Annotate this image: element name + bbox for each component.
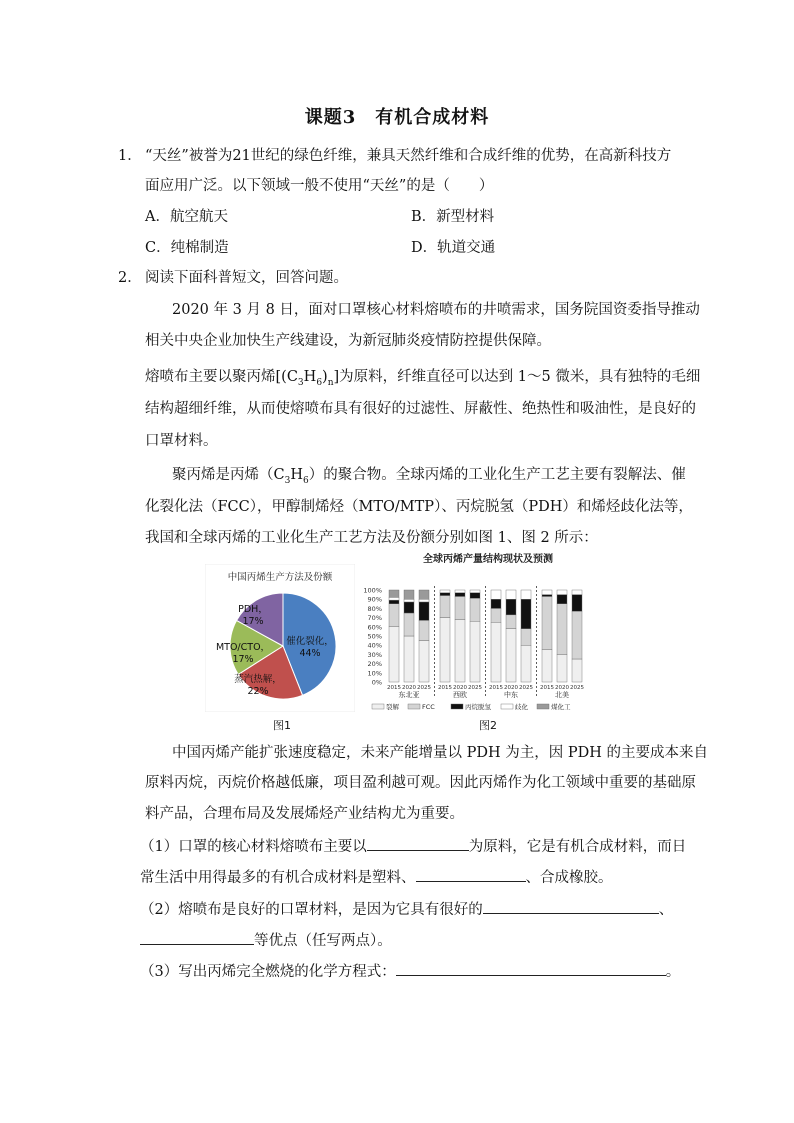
subquestion3-line1: （3）写出丙烯完全燃烧的化学方程式： 。	[140, 961, 680, 982]
x-group-label: 东北亚	[398, 691, 420, 699]
answer-blank-1[interactable]	[367, 836, 469, 851]
bar-segment	[521, 629, 531, 646]
bar-segment	[506, 590, 516, 599]
x-group-label: 中东	[504, 691, 518, 699]
subquestion2-line2: 等优点（任写两点）。	[140, 930, 392, 951]
bar-segment	[404, 599, 414, 602]
bar-segment	[455, 590, 465, 593]
answer-blank-4[interactable]	[140, 930, 254, 945]
pie-slice-label: MTO/CTO，	[215, 642, 271, 653]
bar-segment	[506, 629, 516, 682]
bar-segment	[572, 595, 582, 612]
legend-swatch	[408, 704, 420, 709]
x-year-label: 2020	[555, 685, 569, 691]
pie-slice-value: 44%	[299, 648, 321, 659]
bar-segment	[440, 593, 450, 596]
x-year-label: 2025	[570, 685, 584, 691]
bar-segment	[491, 622, 501, 682]
bar-segment	[542, 595, 552, 597]
bar-segment	[491, 590, 501, 599]
paragraph2-line1: 熔喷布主要以聚丙烯$[(C_3H_6)_n]$为原料，纤维直径可以达到 1～5 微米，具有独特的毛细	[145, 369, 701, 388]
paragraph2-line3: 口罩材料。	[145, 433, 218, 449]
bar-segment	[572, 659, 582, 682]
figure1-title: 中国丙烯生产方法及份额	[227, 572, 333, 583]
answer-blank-5[interactable]	[396, 961, 666, 976]
q1-stem-line1: “天丝”被誉为21世纪的绿色纤维，兼具天然纤维和合成纤维的优势，在高新科技方	[145, 148, 672, 164]
bar-segment	[419, 602, 429, 620]
x-year-label: 2015	[540, 685, 554, 691]
legend-label: FCC	[422, 703, 435, 711]
q2-intro: 阅读下面科普短文，回答问题。	[145, 270, 348, 286]
y-tick-label: 50%	[367, 632, 382, 641]
answer-blank-2[interactable]	[416, 867, 526, 882]
x-year-label: 2020	[402, 685, 416, 691]
pie-slice-value: 22%	[247, 686, 269, 697]
bar-segment	[506, 599, 516, 615]
bar-segment	[389, 604, 399, 627]
bar-segment	[389, 600, 399, 604]
legend-label: 煤化工	[551, 703, 571, 711]
bar-segment	[404, 602, 414, 613]
legend-label: 歧化	[515, 703, 528, 711]
legend-swatch	[537, 704, 549, 709]
bar-segment	[491, 608, 501, 622]
bar-segment	[557, 604, 567, 655]
y-tick-label: 40%	[367, 641, 382, 650]
legend-swatch	[451, 704, 463, 709]
bar-segment	[455, 593, 465, 597]
page-title: 课题3 有机合成材料	[304, 107, 490, 128]
x-group-label: 西欧	[453, 691, 467, 699]
bar-segment	[419, 641, 429, 682]
pie-slice-label: 蒸汽热解，	[234, 674, 282, 685]
bar-segment	[521, 599, 531, 628]
bar-segment	[440, 590, 450, 593]
pie-slice-value: 17%	[242, 616, 264, 627]
legend-label: 丙烷脱氢	[465, 703, 491, 711]
bar-segment	[491, 599, 501, 608]
y-tick-label: 70%	[367, 614, 382, 623]
bar-segment	[506, 615, 516, 629]
q1-option-a[interactable]: A．航空航天	[145, 209, 228, 225]
figure1-pie-chart	[205, 564, 355, 712]
y-tick-label: 10%	[367, 669, 382, 678]
paragraph2-line2: 结构超细纤维，从而使熔喷布具有很好的过滤性、屏蔽性、绝热性和吸油性，是良好的	[145, 401, 696, 417]
subquestion1-line2: 常生活中用得最多的有机合成材料是塑料、 、合成橡胶。	[140, 867, 613, 888]
bar-segment	[521, 590, 531, 599]
y-tick-label: 80%	[367, 604, 382, 613]
y-tick-label: 30%	[367, 650, 382, 659]
figure2-caption: 图2	[479, 719, 497, 732]
x-year-label: 2020	[504, 685, 518, 691]
bar-segment	[404, 636, 414, 682]
y-tick-label: 90%	[367, 595, 382, 604]
figure2-stacked-bar-chart	[358, 549, 610, 717]
bar-segment	[440, 618, 450, 682]
paragraph3-line1: 聚丙烯是丙烯$(C_3H_6)$的聚合物。全球丙烯的工业化生产工艺主要有裂解法、催	[172, 467, 686, 486]
bar-segment	[542, 596, 552, 649]
x-year-label: 2025	[468, 685, 482, 691]
bar-segment	[557, 654, 567, 682]
x-year-label: 2025	[417, 685, 431, 691]
subquestion1-line1: （1）口罩的核心材料熔喷布主要以 为原料，它是有机合成材料，而日	[140, 836, 686, 857]
y-tick-label: 100%	[363, 586, 382, 595]
pie-slice-label: 催化裂化，	[286, 636, 334, 647]
paragraph4-line1: 中国丙烯产能扩张速度稳定，未来产能增量以 PDH 为主，因 PDH 的主要成本来自	[172, 745, 708, 761]
pie-slice-label: PDH，	[238, 604, 268, 615]
legend-swatch	[501, 704, 513, 709]
y-tick-label: 0%	[371, 678, 382, 687]
x-year-label: 2025	[519, 685, 533, 691]
q1-option-b[interactable]: B．新型材料	[411, 209, 495, 225]
bar-segment	[470, 598, 480, 621]
bar-segment	[542, 650, 552, 682]
answer-blank-3[interactable]	[483, 899, 659, 914]
x-year-label: 2020	[453, 685, 467, 691]
y-tick-label: 20%	[367, 660, 382, 669]
x-year-label: 2015	[489, 685, 503, 691]
pie-slice-value: 17%	[232, 654, 254, 665]
paragraph4-line3: 料产品，合理布局及发展烯烃产业结构尤为重要。	[145, 806, 464, 822]
paragraph3-line3: 我国和全球丙烯的工业化生产工艺方法及份额分别如图 1、图 2 所示：	[145, 530, 598, 546]
bar-segment	[419, 620, 429, 640]
bar-segment	[389, 597, 399, 600]
legend-label: 裂解	[386, 703, 399, 711]
figure1-caption: 图1	[273, 719, 291, 732]
paragraph1-line2: 相关中央企业加快生产线建设，为新冠肺炎疫情防控提供保障。	[145, 333, 551, 349]
paragraph1-line1: 2020 年 3 月 8 日，面对口罩核心材料熔喷布的井喷需求，国务院国资委指导推动	[172, 302, 700, 318]
x-group-label: 北美	[555, 691, 569, 699]
bar-segment	[572, 590, 582, 595]
bar-segment	[557, 595, 567, 604]
paragraph3-line2: 化裂化法（FCC），甲醇制烯烃（MTO/MTP）、丙烷脱氢（PDH）和烯烃歧化法等，	[145, 499, 693, 515]
bar-segment	[521, 645, 531, 682]
legend-swatch	[372, 704, 384, 709]
figure2-title: 全球丙烯产量结构现状及预测	[423, 554, 553, 565]
bar-segment	[557, 590, 567, 595]
q2-number: 2．	[118, 270, 142, 286]
x-year-label: 2015	[438, 685, 452, 691]
bar-segment	[440, 596, 450, 618]
q1-option-c[interactable]: C．纯棉制造	[145, 240, 229, 256]
paragraph4-line2: 原料丙烷，丙烷价格越低廉，项目盈利越可观。因此丙烯作为化工领域中重要的基础原	[145, 775, 696, 791]
bar-segment	[419, 590, 429, 599]
bar-segment	[542, 590, 552, 595]
x-year-label: 2015	[387, 685, 401, 691]
bar-segment	[404, 590, 414, 599]
q1-number: 1．	[118, 148, 142, 164]
bar-segment	[470, 590, 480, 593]
bar-segment	[455, 596, 465, 619]
q1-stem-line2: 面应用广泛。以下领域一般不使用“天丝”的是（ ）	[145, 178, 494, 194]
y-tick-label: 60%	[367, 623, 382, 632]
bar-segment	[470, 621, 480, 682]
subquestion2-line1: （2）熔喷布是良好的口罩材料，是因为它具有很好的 、	[140, 899, 673, 920]
bar-segment	[470, 593, 480, 599]
q1-option-d[interactable]: D．轨道交通	[411, 240, 496, 256]
bar-segment	[455, 619, 465, 682]
bar-segment	[404, 613, 414, 636]
bar-segment	[572, 611, 582, 659]
bar-segment	[389, 627, 399, 682]
bar-segment	[389, 590, 399, 597]
bar-segment	[419, 599, 429, 602]
